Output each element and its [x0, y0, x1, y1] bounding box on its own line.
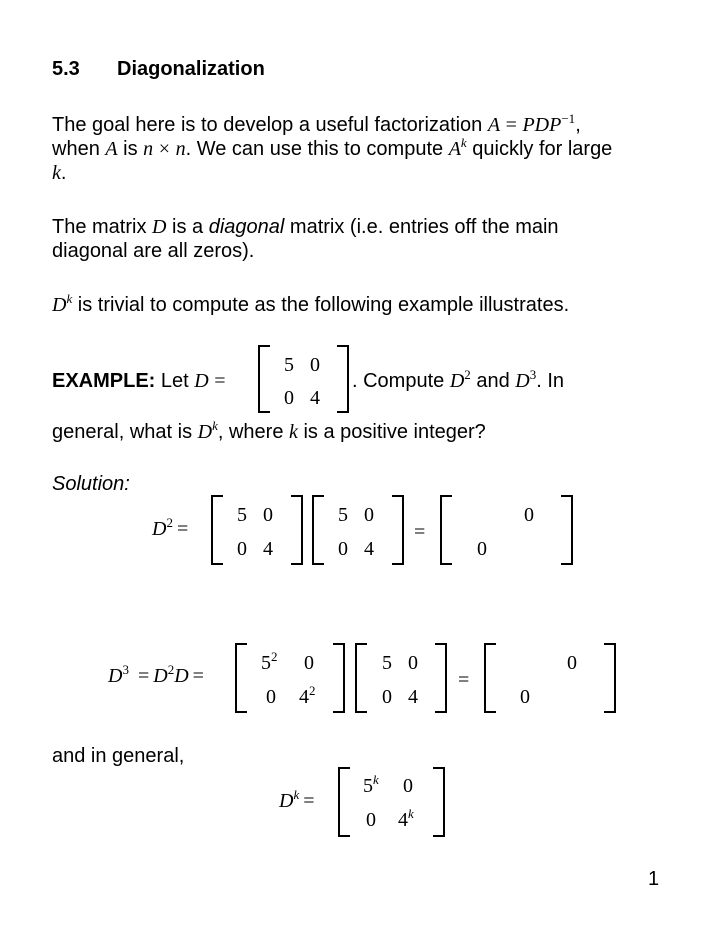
section-title: Diagonalization: [117, 58, 265, 80]
matrix-entry: 0: [310, 354, 320, 376]
example-line-1-left: EXAMPLE: Let D =: [52, 370, 226, 392]
matrix-entry: 0: [338, 538, 348, 560]
matrix-right-bracket: [333, 643, 345, 713]
solution-label: Solution:: [52, 473, 130, 495]
matrix-entry: 4: [364, 538, 374, 560]
matrix-right-bracket: [433, 767, 445, 837]
matrix-entry: 0: [408, 652, 418, 674]
matrix-entry: 0: [382, 686, 392, 708]
matrix-entry: 0: [366, 809, 376, 831]
matrix-entry: 0: [524, 504, 534, 526]
section-number: 5.3: [52, 58, 80, 80]
matrix-entry: 0: [567, 652, 577, 674]
matrix-entry: 0: [403, 775, 413, 797]
matrix-left-bracket: [312, 495, 324, 565]
example-line-1-right: . Compute $D^2$ and $D^3$. In: [352, 367, 565, 392]
matrix-left-bracket: [484, 643, 496, 713]
matrix-right-bracket: [604, 643, 616, 713]
matrix-entry: 4: [310, 387, 320, 409]
matrix-entry: 5: [338, 504, 348, 526]
matrix-entry: 0: [266, 686, 276, 708]
matrix-entry: 0: [284, 387, 294, 409]
intro-line-2: when A is n × n. We can use this to compute $A^k$ quickly for large: [52, 135, 613, 160]
matrix-entry: 5: [284, 354, 294, 376]
diagonal-line-2: diagonal are all zeros).: [52, 240, 255, 262]
matrix-left-bracket: [338, 767, 350, 837]
matrix-entry: 5: [382, 652, 392, 674]
matrix-right-bracket: [337, 345, 349, 413]
intro-line-3: k.: [52, 162, 67, 184]
matrix-entry: 0: [263, 504, 273, 526]
matrix-entry: 4: [263, 538, 273, 560]
matrix-entry: 0: [520, 686, 530, 708]
matrix-entry: 5: [237, 504, 247, 526]
matrix-right-bracket: [435, 643, 447, 713]
intro-line-1: The goal here is to develop a useful factorization $A = PDP^{-1}$,: [52, 111, 581, 136]
matrix-left-bracket: [355, 643, 367, 713]
matrix-left-bracket: [258, 345, 270, 413]
matrix-entry: 4$^k$: [398, 806, 414, 831]
trivial-line: $D^k$ is trivial to compute as the following example illustrates.: [52, 291, 570, 316]
matrix-entry: 0: [477, 538, 487, 560]
example-line-2: general, what is $D^k$, where k is a positive integer?: [52, 418, 486, 443]
matrix-right-bracket: [291, 495, 303, 565]
matrix-right-bracket: [392, 495, 404, 565]
matrix-entry: 5$^k$: [363, 772, 379, 797]
matrix-left-bracket: [235, 643, 247, 713]
page-number: 1: [648, 868, 660, 890]
matrix-entry: $5^2$: [261, 649, 278, 674]
diagonal-line-1: The matrix D is a diagonal matrix (i.e. entries off the main: [52, 216, 559, 238]
matrix-right-bracket: [561, 495, 573, 565]
matrix-entry: 0: [304, 652, 314, 674]
matrix-entry: 0: [237, 538, 247, 560]
matrix-entry: 0: [364, 504, 374, 526]
matrix-entry: 4: [408, 686, 418, 708]
matrix-left-bracket: [440, 495, 452, 565]
general-label: and in general,: [52, 745, 185, 767]
matrix-entry: $4^2$: [299, 683, 316, 708]
matrix-left-bracket: [211, 495, 223, 565]
